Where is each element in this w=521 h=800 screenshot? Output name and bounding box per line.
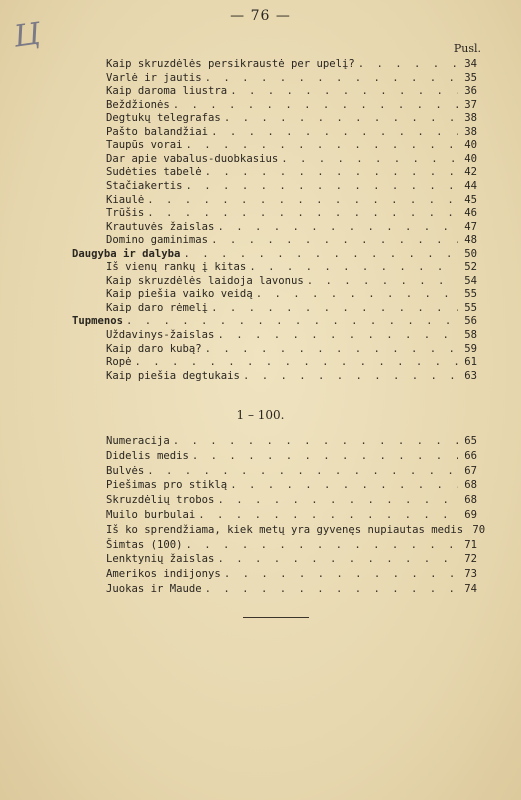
toc-entry-page: 40 <box>464 139 477 152</box>
toc-entry-page: 58 <box>464 329 477 341</box>
toc-entry <box>106 126 477 139</box>
toc-entry-title: Lenktynių žaislas <box>106 553 215 566</box>
dot-leader <box>147 194 458 207</box>
toc-entry-title: Muilo burbulai <box>106 509 196 521</box>
dot-leader <box>217 494 458 507</box>
toc-entry-title: Iš vienų rankų į kitas <box>106 261 247 274</box>
toc-entry <box>72 248 477 261</box>
dot-leader <box>211 234 458 247</box>
toc-entry-page: 36 <box>464 85 477 98</box>
dot-leader <box>256 288 458 301</box>
toc-entry-title: Kaip daro kubą? <box>106 342 202 355</box>
toc-entry <box>106 139 477 152</box>
toc-entry <box>106 99 477 112</box>
toc-entry <box>106 523 486 537</box>
dot-leader <box>358 58 458 71</box>
toc-entry <box>106 494 477 507</box>
toc-entry <box>106 275 477 288</box>
dot-leader <box>205 72 458 85</box>
toc-entry-page: 40 <box>464 152 477 165</box>
pencil-mark: Ц <box>11 16 43 55</box>
toc-entry-title: Numeracija <box>106 435 170 447</box>
dot-leader <box>243 370 458 383</box>
dot-leader <box>198 509 458 522</box>
toc-entry-page: 45 <box>464 193 477 206</box>
page-number: — 76 — <box>230 8 291 24</box>
toc-entry-title: Sudėties tabelė <box>106 166 202 179</box>
toc-entry-page: 68 <box>464 479 477 492</box>
dot-leader <box>249 261 458 274</box>
toc-entry <box>106 539 477 552</box>
dot-leader <box>186 139 458 152</box>
toc-entry <box>106 221 477 234</box>
dot-leader <box>211 126 458 139</box>
toc-entry-title: Kaip daro rėmelį <box>106 301 209 314</box>
toc-entry-page: 47 <box>464 220 477 233</box>
toc-entry-page: 61 <box>464 356 477 369</box>
dot-leader <box>205 583 458 596</box>
dot-leader <box>186 539 458 552</box>
toc-entry-title: Krautuvės žaislas <box>106 220 215 233</box>
toc-entry-page: 52 <box>464 261 477 274</box>
dot-leader <box>224 568 458 581</box>
toc-entry <box>106 435 477 448</box>
toc-entry-page: 55 <box>464 288 477 301</box>
toc-entry-page: 34 <box>464 58 477 70</box>
toc-entry-page: 54 <box>464 274 477 287</box>
toc-entry <box>106 112 477 125</box>
toc-entry <box>106 153 477 166</box>
toc-entry <box>106 261 477 274</box>
toc-entry-page: 67 <box>464 464 477 477</box>
toc-entry-title: Beždžionės <box>106 98 170 111</box>
dot-leader <box>135 356 458 369</box>
toc-entry-page: 68 <box>464 494 477 507</box>
toc-entry-page: 48 <box>464 234 477 247</box>
dot-leader <box>230 479 458 492</box>
toc-entry-page: 66 <box>464 449 477 462</box>
toc-entry <box>106 329 477 342</box>
toc-entry-page: 63 <box>464 369 477 382</box>
toc-entry <box>106 85 477 98</box>
toc-entry-page: 59 <box>464 342 477 355</box>
toc-entry-page: 55 <box>464 301 477 314</box>
toc-entry-page: 73 <box>464 568 477 581</box>
toc-entry-title: Iš ko sprendžiama, kiek metų yra gyvenęs nupiautas medis <box>106 523 464 536</box>
dot-leader <box>173 99 458 112</box>
toc-entry-title: Stačiakertis <box>106 179 183 192</box>
toc-entry-title: Kaip piešia vaiko veidą <box>106 288 253 301</box>
toc-entry-page: 74 <box>464 583 477 595</box>
dot-leader <box>205 343 458 356</box>
dot-leader <box>183 248 458 261</box>
page-column-label: Pusl. <box>453 42 481 55</box>
dot-leader <box>173 435 458 448</box>
toc-entry-title: Tupmenos <box>72 315 124 328</box>
toc-entry-title: Juokas ir Maude <box>106 583 202 595</box>
dot-leader <box>186 180 458 193</box>
toc-entry-page: 38 <box>464 125 477 138</box>
dot-leader <box>217 553 458 566</box>
toc-entry <box>106 568 477 581</box>
toc-entry-page: 70 <box>472 523 486 536</box>
toc-entry <box>106 166 477 179</box>
toc-entry <box>106 194 477 207</box>
dot-leader <box>211 302 458 315</box>
toc-entry-title: Bulvės <box>106 464 145 477</box>
toc-entry-page: 65 <box>464 435 477 447</box>
dot-leader <box>217 221 458 234</box>
toc-entry <box>106 479 477 492</box>
toc-entry-title: Trūšis <box>106 207 145 220</box>
dot-leader <box>192 450 458 463</box>
toc-entry-page: 71 <box>464 538 477 551</box>
toc-entry-title: Degtukų telegrafas <box>106 112 221 125</box>
toc-entry-title: Kaip daroma liustra <box>106 85 228 98</box>
toc-entry <box>106 234 477 247</box>
toc-entry-title: Didelis medis <box>106 449 189 462</box>
toc-entry-page: 72 <box>464 553 477 566</box>
dot-leader <box>307 275 458 288</box>
toc-entry <box>106 207 477 220</box>
dot-leader <box>147 465 458 478</box>
section-heading-1-100: 1 – 100. <box>236 408 285 422</box>
toc-entry <box>106 58 477 71</box>
toc-entry-title: Skruzdėlių trobos <box>106 494 215 507</box>
dot-leader <box>205 166 458 179</box>
toc-entry <box>106 509 477 522</box>
dot-leader <box>147 207 458 220</box>
toc-entry-title: Kaip skruzdėlės laidoja lavonus <box>106 274 304 287</box>
toc-entry-title: Kiaulė <box>106 193 145 206</box>
toc-entry-title: Taupūs vorai <box>106 139 183 152</box>
toc-entry-title: Daugyba ir dalyba <box>72 247 181 260</box>
toc-entry <box>106 583 477 596</box>
toc-entry <box>106 553 477 566</box>
toc-entry-page: 56 <box>464 315 477 328</box>
toc-entry-title: Amerikos indijonys <box>106 568 221 581</box>
toc-entry <box>106 72 477 85</box>
toc-entry-title: Dar apie vabalus-duobkasius <box>106 152 279 165</box>
toc-entry <box>106 370 477 383</box>
dot-leader <box>230 85 458 98</box>
toc-entry-page: 38 <box>464 112 477 125</box>
toc-entry <box>106 465 477 478</box>
dot-leader <box>126 315 458 328</box>
toc-entry-page: 37 <box>464 98 477 111</box>
toc-entry-title: Uždavinys-žaislas <box>106 329 215 341</box>
toc-entry <box>106 356 477 369</box>
toc-entry <box>106 302 477 315</box>
toc-entry <box>106 343 477 356</box>
toc-entry-title: Pašto balandžiai <box>106 125 209 138</box>
toc-entry-title: Ropė <box>106 356 132 369</box>
toc-entry-page: 50 <box>464 247 477 260</box>
toc-entry-page: 46 <box>464 207 477 220</box>
toc-entry-title: Piešimas pro stiklą <box>106 479 228 492</box>
toc-entry <box>72 315 477 328</box>
dot-leader <box>217 329 458 342</box>
toc-entry-page: 69 <box>464 509 477 521</box>
dot-leader <box>224 112 458 125</box>
toc-entry <box>106 450 477 463</box>
toc-entry-title: Šimtas (100) <box>106 538 183 551</box>
toc-entry-title: Varlė ir jautis <box>106 71 202 84</box>
toc-entry <box>106 288 477 301</box>
dot-leader <box>281 153 458 166</box>
toc-entry-page: 42 <box>464 166 477 179</box>
toc-entry-title: Kaip skruzdėlės persikraustė per upelį? <box>106 58 355 70</box>
toc-entry-title: Kaip piešia degtukais <box>106 369 240 382</box>
toc-entry-page: 35 <box>464 71 477 84</box>
toc-entry-title: Domino gaminimas <box>106 234 209 247</box>
toc-entry-page: 44 <box>464 179 477 192</box>
end-rule <box>243 617 309 618</box>
toc-entry <box>106 180 477 193</box>
